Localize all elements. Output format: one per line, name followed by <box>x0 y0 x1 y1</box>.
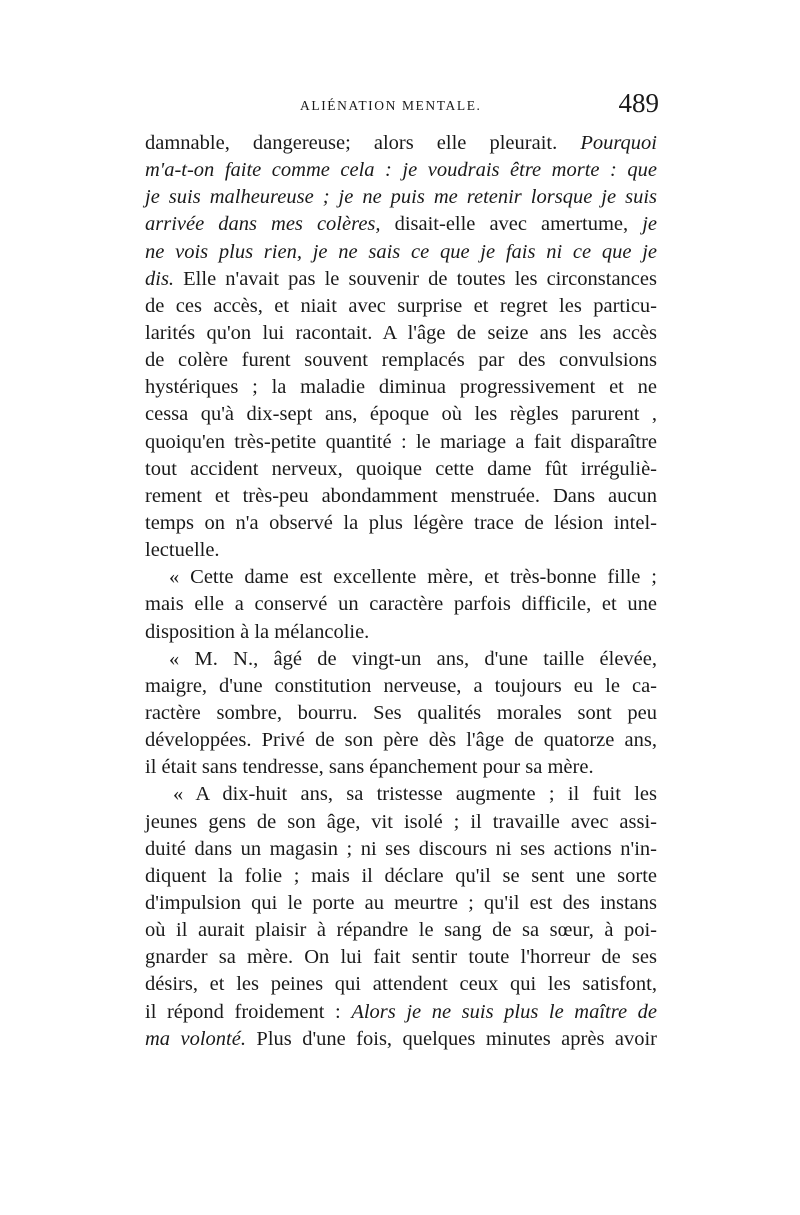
italic-text-segment: dis. <box>145 267 184 290</box>
text-line <box>145 157 657 184</box>
italic-text-segment: arrivée dans mes colères, <box>145 213 395 236</box>
text-line <box>145 999 657 1026</box>
text-line <box>145 646 657 673</box>
text-segment: temps on n'a observé la plus légère trace de lésion intel- <box>145 511 657 534</box>
text-segment: développées. Privé de son père dès l'âge de quatorze ans, <box>145 729 657 752</box>
text-segment: ractère sombre, bourru. Ses qualités morales sont peu <box>145 701 657 724</box>
running-head <box>145 88 665 132</box>
text-line <box>145 917 657 944</box>
text-segment: il était sans tendresse, sans épanchement pour sa mère. <box>145 756 594 779</box>
text-segment: disait-elle avec amertume, <box>394 213 643 236</box>
text-segment: d'impulsion qui le porte au meurtre ; qu'il est des instans <box>145 891 657 914</box>
text-line <box>145 429 657 456</box>
text-line <box>145 510 657 537</box>
text-line <box>145 890 657 917</box>
text-segment: tout accident nerveux, quoique cette dame fût irréguliè- <box>145 457 657 480</box>
text-line <box>145 727 657 754</box>
text-segment: lectuelle. <box>145 539 220 562</box>
text-line <box>145 347 657 374</box>
text-line <box>145 809 657 836</box>
text-line <box>145 619 657 646</box>
italic-text-segment: ma volonté. <box>145 1027 257 1050</box>
text-segment: « Cette dame est excellente mère, et très-bonne fille ; <box>169 566 657 589</box>
italic-text-segment: Pourquoi <box>580 132 657 154</box>
text-line <box>145 754 657 781</box>
text-line <box>145 944 657 971</box>
text-line <box>145 293 657 320</box>
text-segment: cessa qu'à dix-sept ans, époque où les règles parurent , <box>145 403 657 426</box>
text-segment: il répond froidement : <box>145 1000 352 1023</box>
text-segment: où il aurait plaisir à répandre le sang de sa sœur, à poi- <box>145 919 657 942</box>
text-line <box>145 971 657 998</box>
text-segment: disposition à la mélancolie. <box>145 620 370 643</box>
text-line <box>145 591 657 618</box>
italic-text-segment: je <box>642 213 657 236</box>
body-text <box>145 130 657 1053</box>
text-segment: « M. N., âgé de vingt-un ans, d'une taille élevée, <box>169 647 657 670</box>
text-line <box>145 1026 657 1053</box>
text-segment: mais elle a conservé un caractère parfois difficile, et une <box>145 593 657 616</box>
text-segment: rement et très-peu abondamment menstruée. Dans aucun <box>145 484 657 507</box>
text-line <box>145 483 657 510</box>
text-segment: duité dans un magasin ; ni ses discours ni ses actions n'in- <box>145 837 657 860</box>
text-line <box>145 401 657 428</box>
text-line <box>145 239 657 266</box>
text-line <box>145 130 657 157</box>
text-segment: larités qu'on lui racontait. A l'âge de seize ans les accès <box>145 321 657 344</box>
text-line <box>145 537 657 564</box>
text-line <box>145 456 657 483</box>
text-line <box>145 374 657 401</box>
text-segment: diquent la folie ; mais il déclare qu'il se sent une sorte <box>145 864 657 887</box>
italic-text-segment: Alors je ne suis plus le maître de <box>351 1000 658 1023</box>
running-title: ALIÉNATION MENTALE. <box>300 98 482 113</box>
text-segment: damnable, dangereuse; alors elle pleurait. <box>145 132 581 154</box>
text-segment: hystériques ; la maladie diminua progressivement et ne <box>145 376 657 399</box>
text-segment: Elle n'avait pas le souvenir de toutes les circonstances <box>183 267 657 290</box>
text-line <box>145 184 657 211</box>
text-line <box>145 564 657 591</box>
text-segment: de colère furent souvent remplacés par des convulsions <box>145 349 657 372</box>
text-segment: « A dix-huit ans, sa tristesse augmente ; il fuit les <box>173 783 657 806</box>
text-segment: désirs, et les peines qui attendent ceux qui les satisfont, <box>145 973 657 996</box>
text-line <box>145 266 657 293</box>
text-line <box>145 673 657 700</box>
italic-text-segment: ne vois plus rien, je ne sais ce que je fais ni ce que je <box>145 240 657 263</box>
text-line <box>145 700 657 727</box>
text-line <box>145 781 657 808</box>
text-segment: Plus d'une fois, quelques minutes après avoir <box>256 1027 657 1050</box>
text-line <box>145 211 657 238</box>
text-segment: maigre, d'une constitution nerveuse, a toujours eu le ca- <box>145 674 657 697</box>
text-segment: jeunes gens de son âge, vit isolé ; il travaille avec assi- <box>145 810 657 833</box>
text-segment: gnarder sa mère. On lui fait sentir toute l'horreur de ses <box>145 946 657 969</box>
text-segment: de ces accès, et niait avec surprise et regret les particu- <box>145 294 657 317</box>
text-segment: quoiqu'en très-petite quantité : le mariage a fait disparaître <box>145 430 657 453</box>
italic-text-segment: je suis malheureuse ; je ne puis me retenir lorsque je suis <box>145 186 657 209</box>
text-line <box>145 863 657 890</box>
text-line <box>145 320 657 347</box>
italic-text-segment: m'a-t-on faite comme cela : je voudrais être morte : que <box>145 159 657 182</box>
text-line <box>145 836 657 863</box>
page-number: 489 <box>618 88 659 118</box>
